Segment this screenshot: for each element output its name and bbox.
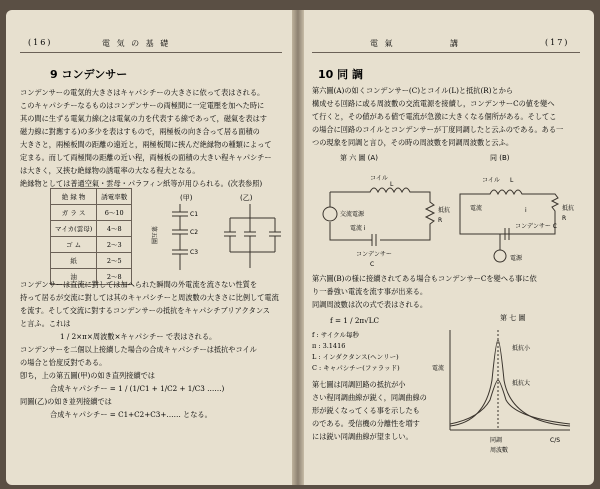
left-header-rule: [20, 52, 282, 53]
text-line: コンデンサーを二個以上接續した場合の合成キャパシチーは抵抗やコイル: [20, 345, 257, 354]
reactance-formula: 1 / 2×π×周波數×キャパシチー で表はされる。: [60, 332, 217, 341]
table-cell: マイカ(雲母): [51, 221, 97, 237]
text-line: 第六圖(B)の様に接續されてある場合もコンデンサーCを變へる事に依: [312, 274, 537, 283]
r-label: R: [438, 217, 443, 224]
right-body: [312, 272, 580, 311]
text-line: このキャパシチーなるものはコンデンサーの両極間に一定電壓を加へた時に: [20, 101, 265, 110]
table-cell: 紙: [51, 253, 97, 269]
table-header: 絶 縁 物: [51, 189, 97, 205]
text-line: 第六圖(A)の如くコンデンサー(C)とコイル(L)と抵抗(R)とから: [312, 86, 514, 95]
right-intro: [312, 84, 580, 149]
table-header: 誘電率數: [97, 189, 132, 205]
table-cell: ゴ ム: [51, 237, 97, 253]
peak-label: 同調: [490, 437, 503, 444]
text-line: さい程同調曲線が鋭く，同調曲線の: [312, 393, 427, 402]
capacitor-label: コンデンサー: [356, 251, 392, 258]
text-line: 卽ち，上の第五圖(甲)の如き直列接續では: [20, 371, 155, 380]
definition: f : サイクル毎秒: [312, 331, 359, 339]
right-page-number: (17): [545, 38, 570, 47]
fig-a-label: (甲): [180, 194, 193, 202]
right-body2: [312, 378, 432, 443]
text-line: コンデンサーは直流に對しては加へられた瞬間の外電流を流さない性質を: [20, 280, 258, 289]
capacitor-figure: [150, 190, 290, 280]
text-line: 大きさと，兩極板間の距離の遠近と，兩極板間に挾んだ絶縁物の種類によって: [20, 140, 272, 149]
coil-b-label: コイル: [482, 177, 500, 184]
text-line: を流す。そして交流に對するコンデンサーの抵抗をキャパシチブリアクタンス: [20, 306, 270, 315]
text-line: 形が鋭くなってくる事を示したも: [312, 406, 420, 415]
current-label: 電流 i: [350, 225, 366, 232]
table-cell: 2〜5: [97, 253, 132, 269]
resonance-curve-figure: [430, 310, 580, 460]
left-intro: [20, 86, 282, 190]
source-label: 交流電源: [340, 211, 365, 218]
resistor-label: 抵抗: [438, 207, 451, 214]
table-cell: 6〜10: [97, 205, 132, 221]
x-axis-label: 周波數: [490, 447, 509, 454]
text-line: の場合に回路のコイルとコンデンサーが丁度同調したと云ふのである。ある一: [312, 125, 564, 134]
text-line: 其の間に生ずる電氣力線(之は電氣の力を代表する線であって，磁氣を表はす: [20, 114, 267, 123]
right-running-header-sub: 講: [450, 39, 460, 48]
text-line: り一番強い電流を流す事が出来る。: [312, 287, 428, 296]
tuning-circuit-figure: [310, 150, 585, 270]
parallel-capacitors: [224, 204, 281, 268]
table-cell: 4〜8: [97, 221, 132, 237]
curve-small-resistance: [450, 340, 570, 426]
i-b-label: i: [525, 207, 527, 214]
fig6a-title: 第 六 圖 (A): [340, 154, 378, 162]
curve-large-resistance: [450, 380, 570, 424]
coil-label: コイル: [370, 175, 388, 182]
r-b-label: R: [562, 215, 567, 222]
table-cell: 油: [51, 269, 97, 285]
table-cell: ガ ラ ス: [51, 205, 97, 221]
fig-b-label: (乙): [240, 194, 253, 202]
text-line: の場合と恰度反對である。: [20, 358, 107, 367]
text-line: 定まる。而して両極間の距離の近い程，両極板の面積の大きい程キャパシチー: [20, 153, 272, 162]
text-line: 構成せる回路に或る周波數の交流電源を接續し，コンデンサーCの値を變へ: [312, 99, 555, 108]
text-line: は大きく，又挾む絶縁物の誘電率の大なる程大となる。: [20, 166, 200, 175]
c3-label: C3: [190, 249, 199, 256]
table-row: [51, 205, 132, 221]
text-line: 同圖(乙)の如き並列接續では: [20, 397, 112, 406]
table-cell: 2〜8: [97, 269, 132, 285]
cycle-label: C/S: [550, 437, 561, 444]
right-header-rule: [312, 52, 580, 53]
fig6b-title: 同 (B): [490, 154, 510, 162]
definition: π : 3.1416: [312, 342, 346, 350]
book-gutter: [292, 10, 304, 485]
text-line: つの現象を同調と言ひ，その時の周波數を同調周波數と云ふ。: [312, 138, 514, 147]
left-body: [20, 278, 282, 421]
series-capacitors: [172, 204, 188, 270]
table-cell: 2〜3: [97, 237, 132, 253]
definition: L : インダクタンス(ヘンリー): [312, 353, 399, 361]
curve-large-label: 抵抗大: [512, 380, 531, 387]
text-line: と言ふ。これは: [20, 319, 71, 328]
c-label: C: [370, 261, 375, 268]
table-row: [51, 253, 132, 269]
resonance-formula: f = 1 / 2π√LC: [330, 316, 379, 325]
text-line: 絶縁物としては普通空氣・雲母・パラフィン紙等が用ひられる。(次表参照): [20, 179, 263, 188]
capacitor-b-label: コンデンサー C: [515, 223, 557, 230]
right-section-title: 10 同 調: [318, 68, 363, 81]
c1-label: C1: [190, 211, 199, 218]
left-running-header: 電 気 の 基 礎: [102, 39, 171, 48]
text-line: には鋭い同調曲線が望ましい。: [312, 432, 413, 441]
text-line: て行くと，その値がある値で電流が急激に大きくなる個所がある。そしてこ: [312, 112, 557, 121]
fig7-title: 第 七 圖: [500, 314, 526, 322]
table-row: [51, 237, 132, 253]
current-b-label: 電流: [470, 205, 483, 212]
fig-name: 第五圖: [150, 226, 157, 245]
c2-label: C2: [190, 229, 199, 236]
curve-small-label: 抵抗小: [512, 345, 531, 352]
formula-definitions: [312, 330, 412, 374]
text-line: 同調周波數は次の式で表はされる。: [312, 300, 428, 309]
l-b-label: L: [510, 177, 514, 184]
definition: C : キャパシチー(ファラッド): [312, 364, 400, 372]
resistor-b-label: 抵抗: [562, 205, 575, 212]
table-row: [51, 221, 132, 237]
parallel-formula: 合成キャパシチー = C1+C2+C3+…… となる。: [50, 410, 212, 419]
text-line: 磁力線に對應する)の多少を表はすもので，兩極板の向き合って居る面積の: [20, 127, 260, 136]
l-label: L: [390, 181, 394, 188]
text-line: 持って居るが交流に對しては其のキャパシチーと周波數の大きさに比例して電流: [20, 293, 279, 302]
right-running-header: 電 氣: [370, 39, 395, 48]
left-page-number: (16): [28, 38, 53, 47]
source-b-label: 電源: [510, 255, 523, 262]
text-line: コンデンサーの電気的大きさはキャパシチーの大きさに依って表はされる。: [20, 88, 265, 97]
text-line: 第七圖は同調回路の抵抗が小: [312, 380, 406, 389]
left-section-title: 9 コンデンサー: [50, 68, 128, 81]
series-formula: 合成キャパシチー = 1 / (1/C1 + 1/C2 + 1/C3 ……): [50, 384, 225, 393]
dielectric-table: [50, 188, 132, 285]
y-axis-label: 電流: [432, 365, 445, 372]
text-line: のである。受信機の分離性を増す: [312, 419, 420, 428]
